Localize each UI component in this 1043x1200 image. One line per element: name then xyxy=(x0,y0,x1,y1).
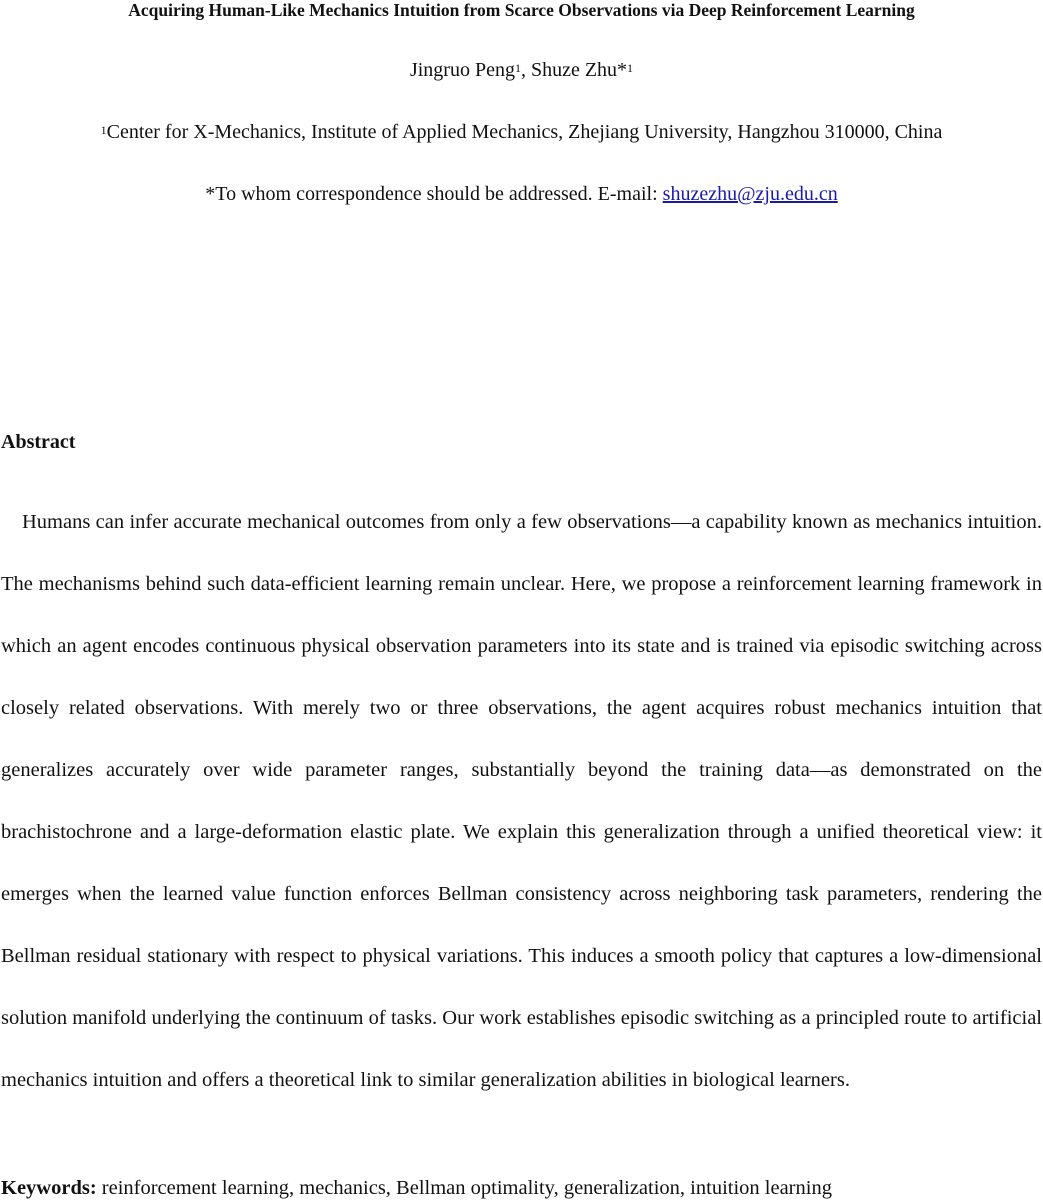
correspondence-text: *To whom correspondence should be addressed. E-mail: xyxy=(205,183,663,205)
correspondence-line xyxy=(0,182,1043,206)
author-affiliation-mark-2: 1 xyxy=(627,61,634,75)
abstract-body: Humans can infer accurate mechanical outcomes from only a few observations—a capability known as mechanics intuition. The mechanisms behind such data-efficient learning remain unclear. Here, we propose a reinforcement learning framework in which an agent encodes continuous physical observation parameters into its state and is trained via episodic switching across closely related observations. With merely two or three observations, the agent acquires robust mechanics intuition that generalizes accurately over wide parameter ranges, substantially beyond the training data—as demonstrated on the brachistochrone and a large-deformation elastic plate. We explain this generalization through a unified theoretical view: it emerges when the learned value function enforces Bellman consistency across neighboring task parameters, rendering the Bellman residual stationary with respect to physical variations. This induces a smooth policy that captures a low-dimensional solution manifold underlying the continuum of tasks. Our work establishes episodic switching as a principled route to artificial mechanics intuition and offers a theoretical link to similar generalization abilities in biological learners. xyxy=(1,511,1042,1091)
email-link[interactable]: shuzezhu@zju.edu.cn xyxy=(662,183,838,205)
paper-title: Acquiring Human-Like Mechanics Intuition from Scarce Observations via Deep Reinforcement Learning xyxy=(128,0,915,20)
author-line xyxy=(0,58,1043,82)
keywords-text: reinforcement learning, mechanics, Bellman optimality, generalization, intuition learning xyxy=(96,1177,832,1199)
author-affiliation-mark-1: 1 xyxy=(514,61,521,75)
affiliation-mark: 1 xyxy=(100,123,107,137)
keywords-label: Keywords: xyxy=(1,1177,97,1199)
author-name-2: Shuze Zhu* xyxy=(530,59,628,81)
author-name-1: Jingruo Peng xyxy=(409,59,515,81)
affiliation-line xyxy=(0,120,1043,144)
author-separator: , xyxy=(520,59,531,81)
keywords-line xyxy=(1,1176,832,1200)
abstract-heading: Abstract xyxy=(1,431,76,453)
affiliation-text: Center for X-Mechanics, Institute of Applied Mechanics, Zhejiang University, Hangzhou 310000, China xyxy=(106,121,943,143)
